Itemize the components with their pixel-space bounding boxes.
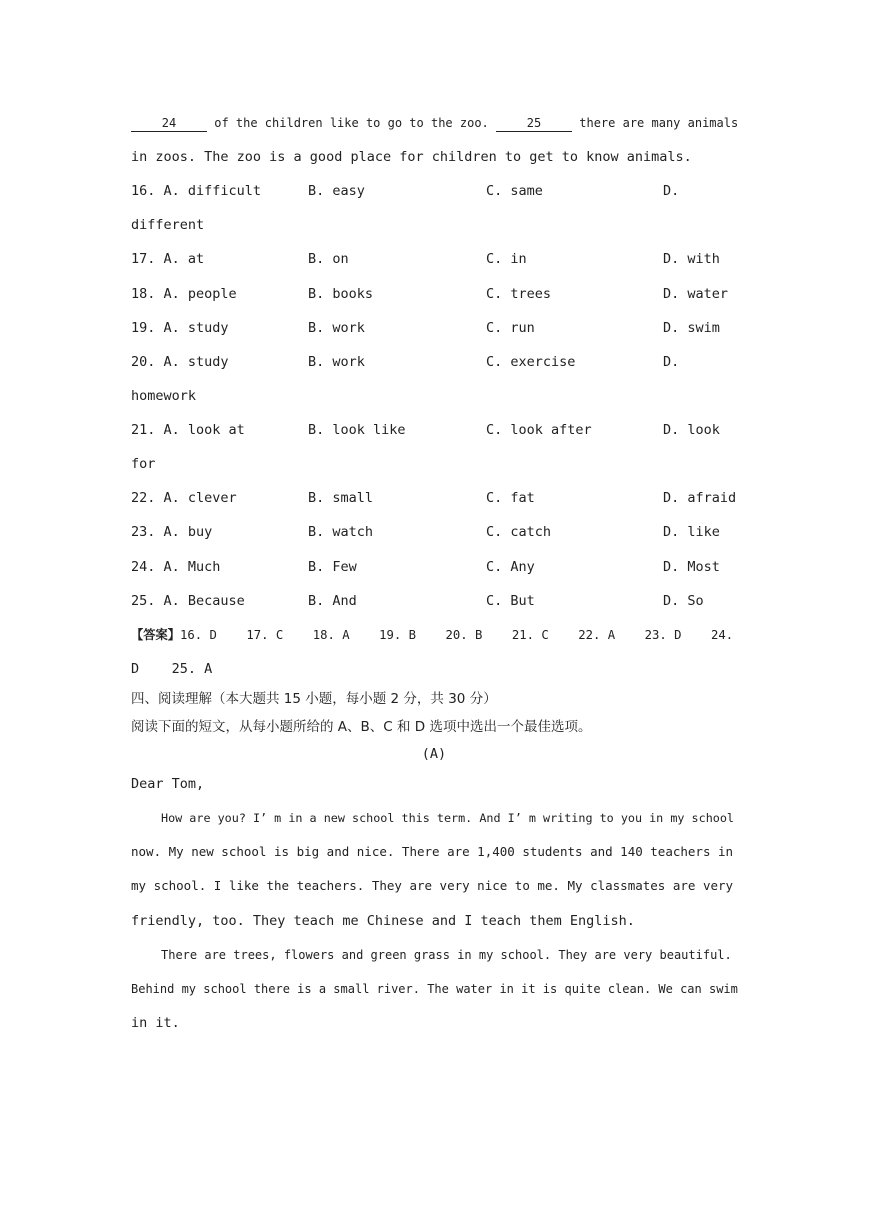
answer-label: 【答案】	[131, 628, 180, 642]
passage-text-b: there are many animals	[579, 116, 739, 130]
part-label: (A)	[421, 746, 447, 762]
question-16-wrap: different	[131, 217, 205, 233]
section-instruction: 阅读下面的短文，从每小题所给的 A、B、C 和 D 选项中选出一个最佳选项。	[131, 719, 592, 735]
document-page: 24 of the children like to go to the zoo. 25 there are many animals in zoos. The zoo is a good place for children to get to know animals. 16. A. difficult B. easy C. same D. different 17. A. at B. on C. in D. with 18. A. people B. books C. trees D. water 19. A. study B. work C. run D. swim 20. A. study B. work C. exercise D. homework 21. A. look at B. look like C. look after D. look for 22. A. clever B. small C. fat D. afraid 23. A. buy B. watch C. catch D. like 24. A. Much B. Few C. Any D. Most 25. A. Because B. And C. But D. So 【答案】16. D 17. C 18. A 19. B 20. B 21. C 22. A 23. D 24. D 25. A 四、阅读理解（本大题共 15 小题，每小题 2 分，共 30 分） 阅读下面的短文，从每小题所给的 A、B、C 和 D 选项中选出一个最佳选项。 (A) Dear Tom, How are you? I’ m in a new school this term. And I’ m writing to you in my school now. My new school is big and nice. There are 1,400 students and 140 teachers in my school. I like the teachers. They are very nice to me. My classmates are very friendly, too. They teach me Chinese and I teach them English. There are trees, flowers and green grass in my school. They are very beautiful. Behind my school there is a small river. The water in it is quite clean. We can swim in it.	[131, 116, 739, 1031]
letter-p2-line-2: Behind my school there is a small river. The water in it is quite clean. We can swim	[131, 982, 738, 996]
passage-line-2: in zoos. The zoo is a good place for children to get to know animals.	[131, 149, 692, 165]
letter-p1-line-3: my school. I like the teachers. They are very nice to me. My classmates are very	[131, 878, 734, 893]
section-heading: 四、阅读理解（本大题共 15 小题，每小题 2 分，共 30 分）	[131, 691, 497, 707]
blank-25: 25	[496, 115, 572, 132]
question-21-wrap: for	[131, 456, 156, 472]
question-20-wrap: homework	[131, 388, 197, 404]
letter-greeting: Dear Tom,	[131, 776, 205, 792]
letter-p1-line-2: now. My new school is big and nice. There are 1,400 students and 140 teachers in	[131, 844, 734, 859]
letter-p1-line-1: How are you? I’ m in a new school this term. And I’ m writing to you in my school	[161, 811, 735, 825]
answer-line-1	[131, 626, 737, 644]
blank-24: 24	[131, 115, 207, 132]
passage-line-1	[131, 114, 737, 132]
answer-line-2: D 25. A	[131, 661, 213, 677]
passage-text-a: of the children like to go to the zoo.	[214, 116, 489, 130]
answer-values: 16. D 17. C 18. A 19. B 20. B 21. C 22. A 23. D 24.	[180, 628, 734, 642]
letter-p2-line-1: There are trees, flowers and green grass in my school. They are very beautiful.	[161, 948, 732, 962]
letter-p1-line-4: friendly, too. They teach me Chinese and I teach them English.	[131, 913, 635, 929]
letter-p2-line-3: in it.	[131, 1015, 180, 1031]
